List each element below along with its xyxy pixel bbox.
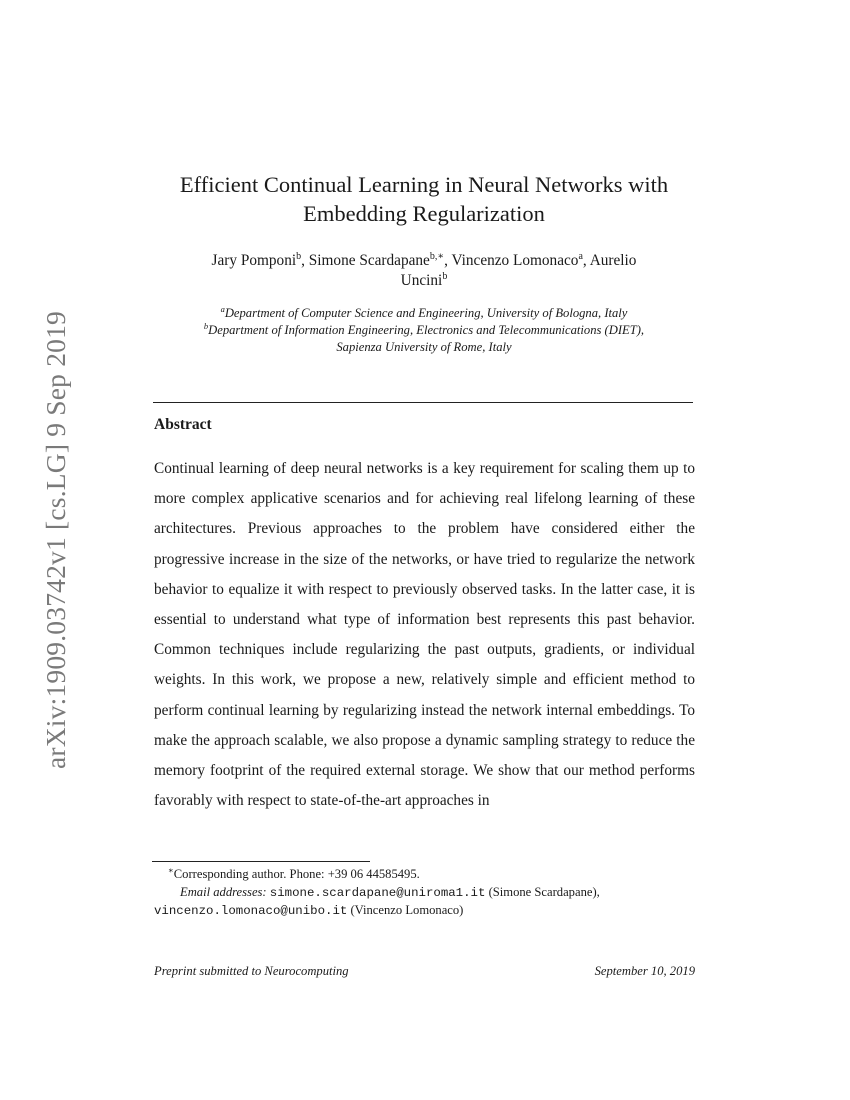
author-name: Simone Scardapane	[308, 252, 430, 269]
corresponding-author-text: Corresponding author. Phone: +39 06 44585495.	[173, 867, 420, 881]
author-name: Uncini	[400, 272, 443, 289]
corresponding-author-footnote	[154, 866, 695, 884]
email-owner-lomonaco: (Vincenzo Lomonaco)	[350, 903, 464, 917]
affiliation-mark: b	[203, 321, 209, 331]
author-affiliation-mark: b	[296, 251, 302, 262]
author-name: Aurelio	[589, 252, 637, 269]
email-link-lomonaco[interactable]: vincenzo.lomonaco@unibo.it	[154, 904, 348, 918]
title-line-1: Efficient Continual Learning in Neural Networks with	[179, 172, 669, 197]
author-list: Jary Pomponi$^b$, Simone Scardapane$^{b,∗}$, Vincenzo Lomonaco$^a$, Aurelio Uncini$^b$	[211, 251, 637, 289]
email-label: Email addresses:	[180, 884, 267, 899]
author-affiliation-mark: b,∗	[429, 251, 445, 262]
footnotes	[154, 866, 695, 921]
footnote-rule	[152, 861, 370, 862]
author-affiliation-mark: b	[442, 271, 448, 282]
affiliation-text: Department of Computer Science and Engineering, University of Bologna, Italy	[224, 306, 628, 320]
affiliation-line	[150, 339, 698, 356]
author-name: Vincenzo Lomonaco	[451, 252, 579, 269]
abstract-heading: Abstract	[154, 416, 212, 433]
title-line-2: Embedding Regularization	[303, 201, 545, 226]
affiliation-text: Sapienza University of Rome, Italy	[336, 340, 512, 354]
author-name: Jary Pomponi	[211, 252, 297, 269]
affiliations	[150, 305, 698, 356]
email-link-scardapane[interactable]: simone.scardapane@uniroma1.it	[269, 885, 486, 900]
email-owner-scardapane: (Simone Scardapane),	[488, 884, 600, 899]
footnote-mark: ∗	[168, 865, 174, 875]
abstract-body: Continual learning of deep neural networks is a key requirement for scaling them up to more complex applicative scenarios and for achieving real lifelong learning of these architectures. Previous approaches to the problem have considered either the progressive increase in the size of the networks, or have tried to regularize the network behavior to equalize it with respect to previously observed tasks. In the latter case, it is essential to understand what type of information best represents this past behavior. Common techniques include regularizing the past outputs, gradients, or individual weights. In this work, we propose a new, relatively simple and efficient method to perform continual learning by regularizing instead the network internal embeddings. To make the approach scalable, we also propose a dynamic sampling strategy to reduce the memory footprint of the required external storage. We show that our method performs favorably with respect to state-of-the-art approaches in	[154, 460, 695, 810]
affiliation-text: Department of Information Engineering, Electronics and Telecommunications (DIET),	[208, 323, 645, 337]
footer-date: September 10, 2019	[594, 964, 695, 978]
paper-title	[150, 170, 698, 228]
email-footnote-line	[154, 902, 695, 921]
affiliation-mark: a	[220, 304, 225, 314]
preprint-note: Preprint submitted to Neurocomputing	[154, 964, 349, 978]
affiliation-line	[150, 322, 698, 339]
author-affiliation-mark: a	[578, 251, 583, 262]
email-footnote-line	[154, 884, 695, 903]
arxiv-identifier-stamp: arXiv:1909.03742v1 [cs.LG] 9 Sep 2019	[40, 310, 71, 770]
abstract-top-rule	[153, 402, 693, 403]
affiliation-line	[150, 305, 698, 322]
